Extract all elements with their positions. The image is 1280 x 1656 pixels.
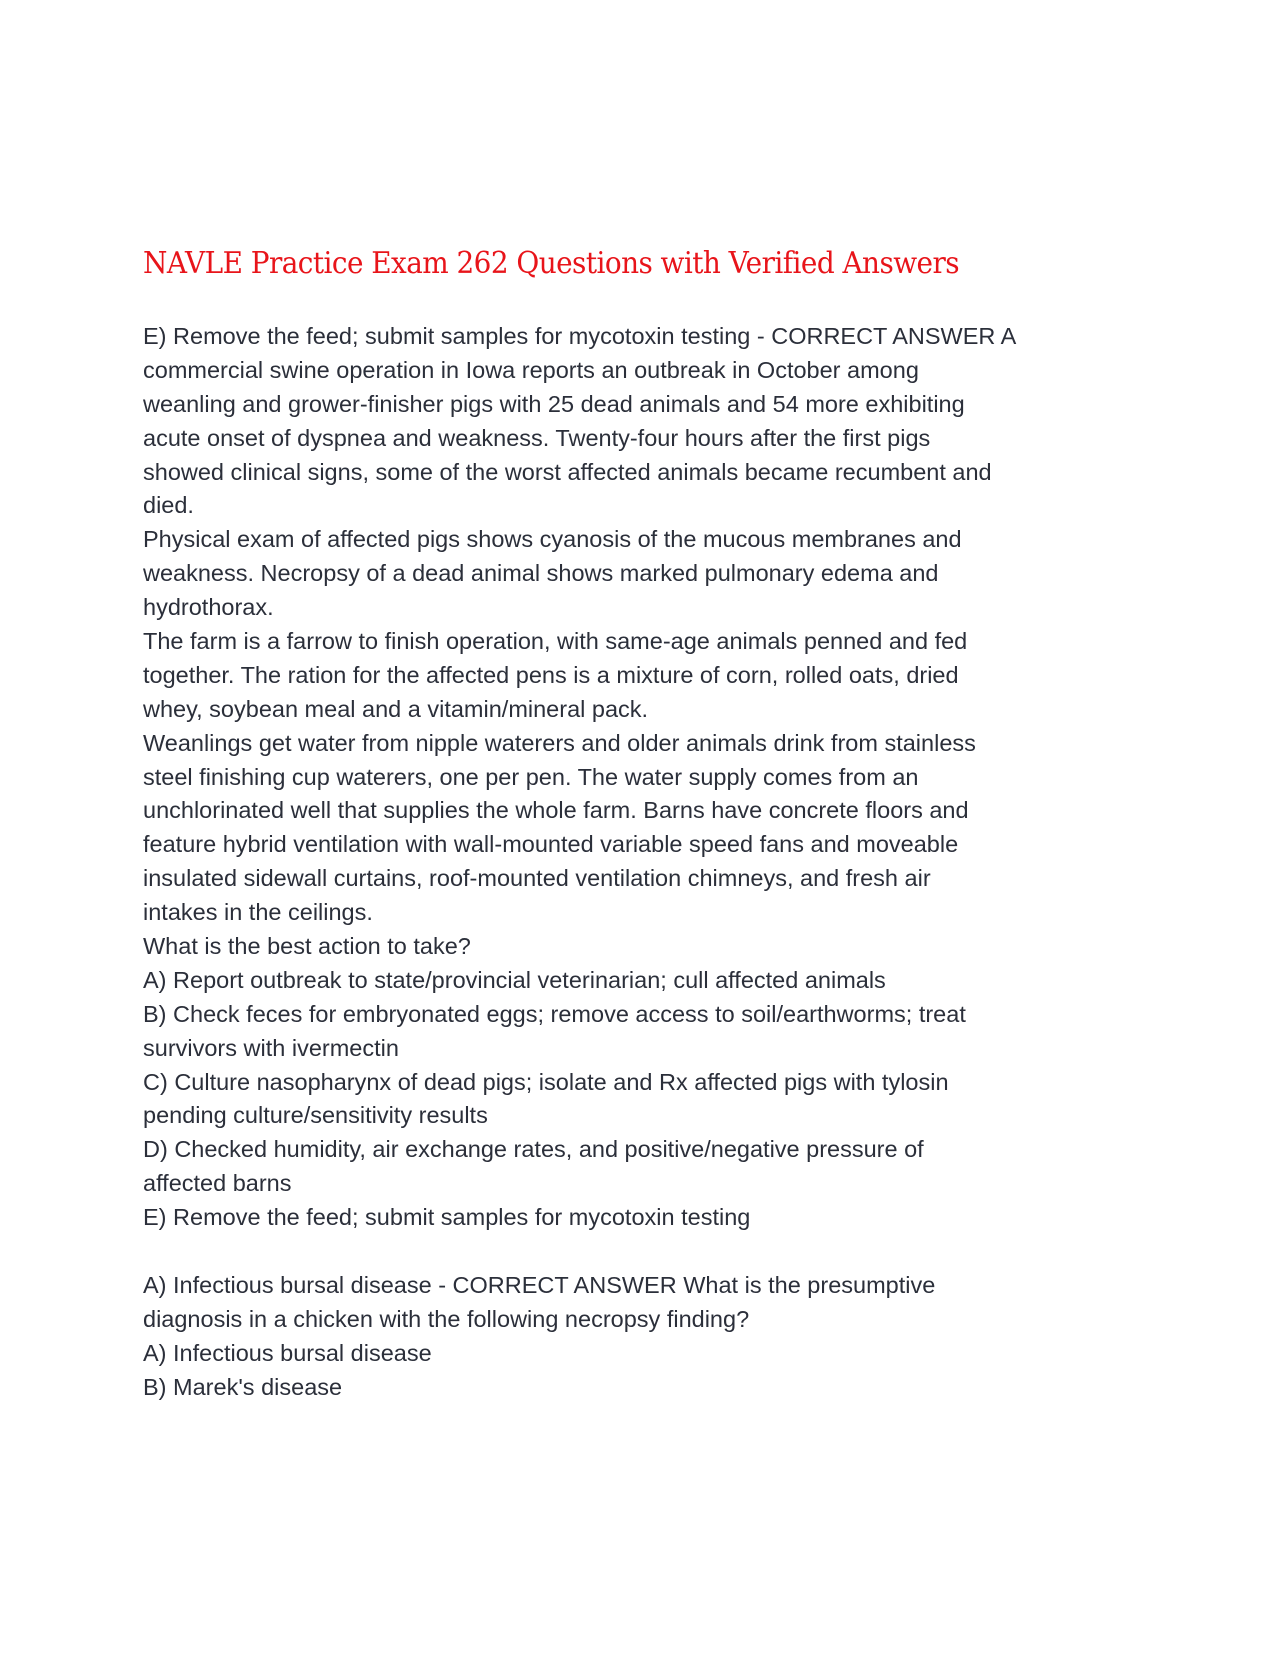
answer-option-d: D) Checked humidity, air exchange rates, and positive/negative pressure of [143, 1136, 924, 1163]
answer-option-a: A) Infectious bursal disease [143, 1339, 432, 1366]
answer-option-e: E) Remove the feed; submit samples for mycotoxin testing [143, 1204, 751, 1231]
text-line: A) Infectious bursal disease - CORRECT ANSWER What is the presumptive [143, 1271, 936, 1298]
text-line: hydrothorax. [143, 594, 274, 621]
text-line: E) Remove the feed; submit samples for mycotoxin testing - CORRECT ANSWER A [143, 323, 1017, 349]
text-line: commercial swine operation in Iowa reports an outbreak in October among [143, 356, 919, 383]
text-line: The farm is a farrow to finish operation, with same-age animals penned and fed [143, 628, 968, 655]
text-line: whey, soybean meal and a vitamin/mineral pack. [143, 695, 649, 722]
text-line: acute onset of dyspnea and weakness. Twenty-four hours after the first pigs [143, 424, 931, 451]
text-line: died. [143, 492, 194, 519]
text-line: steel finishing cup waterers, one per pen. The water supply comes from an [143, 763, 919, 790]
answer-option-a: A) Report outbreak to state/provincial veterinarian; cull affected animals [143, 966, 886, 993]
answer-option-b: B) Check feces for embryonated eggs; remove access to soil/earthworms; treat [143, 1000, 966, 1027]
answer-option-d-cont: affected barns [143, 1170, 292, 1197]
document-title: NAVLE Practice Exam 262 Questions with Verified Answers [143, 246, 960, 281]
text-line: weanling and grower-finisher pigs with 25 dead animals and 54 more exhibiting [143, 390, 965, 417]
text-line: intakes in the ceilings. [143, 899, 373, 926]
text-line: showed clinical signs, some of the worst affected animals became recumbent and [143, 458, 992, 485]
answer-option-b-cont: survivors with ivermectin [143, 1034, 399, 1061]
text-line: Weanlings get water from nipple waterers and older animals drink from stainless [143, 729, 976, 756]
question-block-1 [143, 320, 1083, 1235]
question-prompt: What is the best action to take? [143, 933, 471, 960]
paragraph-spacer [143, 1235, 1083, 1269]
question-block-2 [143, 1269, 1083, 1405]
text-line: diagnosis in a chicken with the following necropsy finding? [143, 1305, 750, 1332]
text-line: together. The ration for the affected pens is a mixture of corn, rolled oats, dried [143, 661, 959, 688]
document-body [143, 320, 1083, 1405]
answer-option-c: C) Culture nasopharynx of dead pigs; isolate and Rx affected pigs with tylosin [143, 1068, 949, 1095]
text-line: weakness. Necropsy of a dead animal shows marked pulmonary edema and [143, 560, 939, 587]
answer-option-b: B) Marek's disease [143, 1373, 343, 1400]
answer-option-c-cont: pending culture/sensitivity results [143, 1102, 488, 1129]
text-line: feature hybrid ventilation with wall-mounted variable speed fans and moveable [143, 831, 959, 858]
text-line: insulated sidewall curtains, roof-mounted ventilation chimneys, and fresh air [143, 865, 931, 892]
text-line: Physical exam of affected pigs shows cyanosis of the mucous membranes and [143, 526, 962, 553]
text-line: unchlorinated well that supplies the whole farm. Barns have concrete floors and [143, 797, 969, 824]
